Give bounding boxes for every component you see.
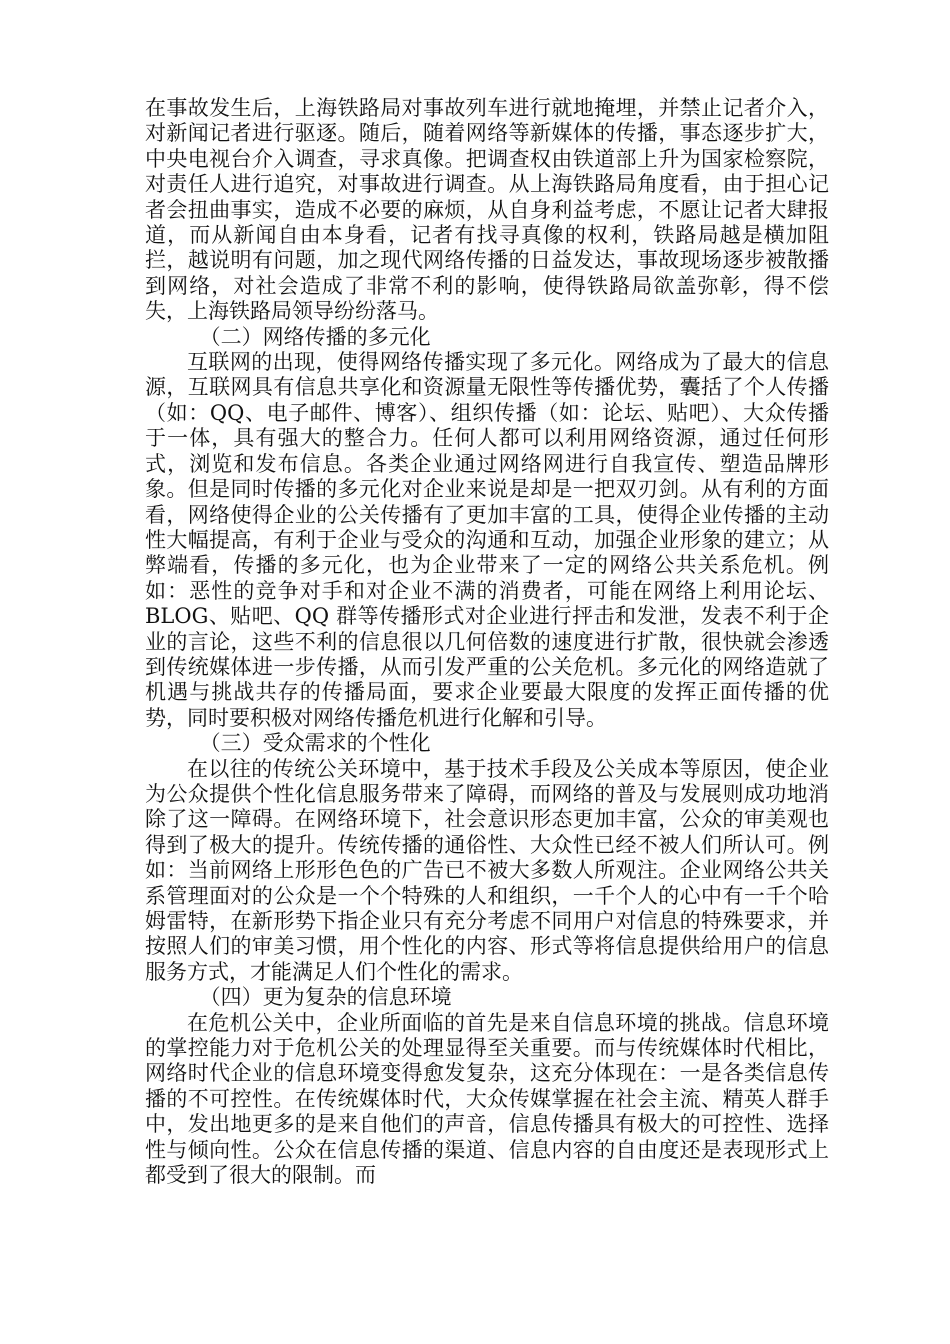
document-body <box>145 96 829 1188</box>
paragraph-railway-incident: 在事故发生后，上海铁路局对事故列车进行就地掩埋，并禁止记者介入，对新闻记者进行驱逐。随后，随着网络等新媒体的传播，事态逐步扩大，中央电视台介入调查，寻求真像。把调查权由铁道部上升为国家检察院，对责任人进行追究，对事故进行调查。从上海铁路局角度看，由于担心记者会扭曲事实，造成不必要的麻烦，从自身利益考虑，不愿让记者大肆报道，而从新闻自由本身看，记者有找寻真像的权利，铁路局越是横加阻拦，越说明有问题，加之现代网络传播的日益发达，事故现场逐步被散播到网络，对社会造成了非常不利的影响，使得铁路局欲盖弥彰，得不偿失，上海铁路局领导纷纷落马。 <box>145 96 829 324</box>
paragraph-personalization: 在以往的传统公关环境中，基于技术手段及公关成本等原因，使企业为公众提供个性化信息服务带来了障碍，而网络的普及与发展则成功地消除了这一障碍。在网络环境下，社会意识形态更加丰富，公众的审美观也得到了极大的提升。传统传播的通俗性、大众性已经不被人们所认可。例如：当前网络上形形色色的广告已不被大多数人所观注。企业网络公共关系管理面对的公众是一个个特殊的人和组织，一千个人的心中有一千个哈姆雷特，在新形势下指企业只有充分考虑不同用户对信息的特殊要求，并按照人们的审美习惯，用个性化的内容、形式等将信息提供给用户的信息服务方式，才能满足人们个性化的需求。 <box>145 756 829 984</box>
paragraph-information-environment: 在危机公关中，企业所面临的首先是来自信息环境的挑战。信息环境的掌控能力对于危机公关的处理显得至关重要。而与传统媒体时代相比，网络时代企业的信息环境变得愈发复杂，这充分体现在：一是各类信息传播的不可控性。在传统媒体时代，大众传媒掌握在社会主流、精英人群手中，发出地更多的是来自他们的声音，信息传播具有极大的可控性、选择性与倾向性。公众在信息传播的渠道、信息内容的自由度还是表现形式上都受到了很大的限制。而 <box>145 1010 829 1188</box>
section-heading-personalization: （三）受众需求的个性化 <box>199 731 431 756</box>
section-heading-diversification: （二）网络传播的多元化 <box>199 324 431 349</box>
section-heading-information-environment: （四）更为复杂的信息环境 <box>199 985 452 1010</box>
paragraph-diversification: 互联网的出现，使得网络传播实现了多元化。网络成为了最大的信息源，互联网具有信息共享化和资源量无限性等传播优势，囊括了个人传播（如：QQ、电子邮件、博客）、组织传播（如：论坛、贴吧）、大众传播于一体，具有强大的整合力。任何人都可以利用网络资源，通过任何形式，浏览和发布信息。各类企业通过网络网进行自我宣传、塑造品牌形象。但是同时传播的多元化对企业来说是却是一把双刃剑。从有利的方面看，网络使得企业的公关传播有了更加丰富的工具，使得企业传播的主动性大幅提高，有利于企业与受众的沟通和互动，加强企业形象的建立；从弊端看，传播的多元化，也为企业带来了一定的网络公共关系危机。例如：恶性的竞争对手和对企业不满的消费者，可能在网络上利用论坛、BLOG、贴吧、QQ 群等传播形式对企业进行抨击和发泄，发表不利于企业的言论，这些不利的信息很以几何倍数的速度进行扩散，很快就会渗透到传统媒体进一步传播，从而引发严重的公关危机。多元化的网络造就了机遇与挑战共存的传播局面，要求企业要最大限度的发挥正面传播的优势，同时要积极对网络传播危机进行化解和引导。 <box>145 350 829 730</box>
